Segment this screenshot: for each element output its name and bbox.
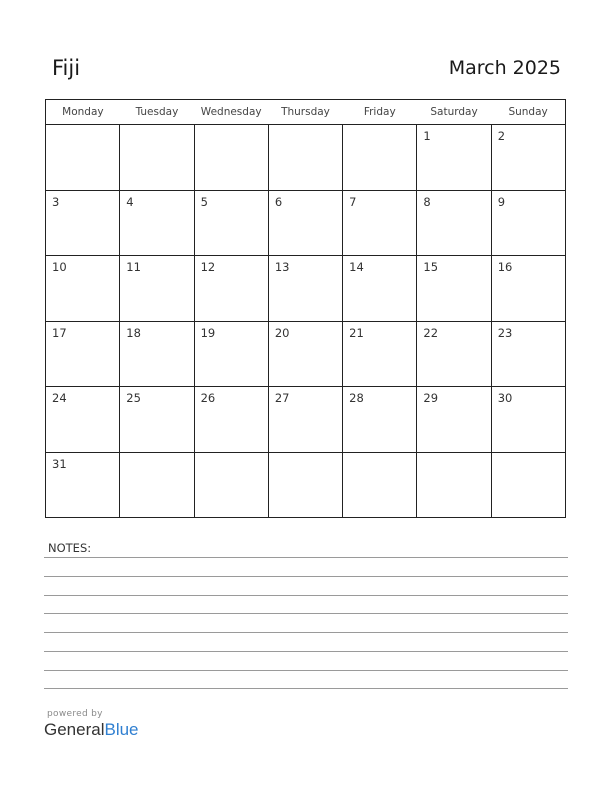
country-title: Fiji — [52, 56, 81, 80]
day-cell — [194, 125, 268, 191]
day-cell — [120, 125, 194, 191]
day-cell: 13 — [268, 256, 342, 322]
day-cell — [268, 125, 342, 191]
day-cell: 20 — [268, 321, 342, 387]
week-row — [46, 321, 566, 387]
note-line — [44, 651, 568, 652]
day-cell: 3 — [46, 190, 120, 256]
week-row — [46, 256, 566, 322]
day-cell — [120, 452, 194, 518]
day-cell: 9 — [491, 190, 565, 256]
day-cell — [343, 125, 417, 191]
day-cell: 19 — [194, 321, 268, 387]
note-line — [44, 670, 568, 671]
day-cell: 15 — [417, 256, 491, 322]
day-cell: 2 — [491, 125, 565, 191]
note-line — [44, 632, 568, 633]
weekday-saturday: Saturday — [417, 100, 491, 125]
day-cell: 29 — [417, 387, 491, 453]
day-cell: 8 — [417, 190, 491, 256]
brand-name-blue: Blue — [104, 720, 139, 739]
brand-logo[interactable] — [44, 720, 139, 740]
weekday-tuesday: Tuesday — [120, 100, 194, 125]
day-cell: 12 — [194, 256, 268, 322]
day-cell — [268, 452, 342, 518]
day-cell — [343, 452, 417, 518]
day-cell — [417, 452, 491, 518]
day-cell: 16 — [491, 256, 565, 322]
day-cell: 14 — [343, 256, 417, 322]
day-cell: 31 — [46, 452, 120, 518]
note-line — [44, 613, 568, 614]
day-cell: 22 — [417, 321, 491, 387]
day-cell: 30 — [491, 387, 565, 453]
day-cell: 27 — [268, 387, 342, 453]
day-cell — [46, 125, 120, 191]
note-line — [44, 576, 568, 577]
day-cell: 23 — [491, 321, 565, 387]
notes-label: NOTES: — [48, 541, 92, 555]
weekday-wednesday: Wednesday — [194, 100, 268, 125]
week-row — [46, 387, 566, 453]
week-row — [46, 452, 566, 518]
day-cell: 24 — [46, 387, 120, 453]
note-line — [44, 557, 568, 558]
day-cell: 28 — [343, 387, 417, 453]
week-row — [46, 125, 566, 191]
day-cell: 6 — [268, 190, 342, 256]
day-cell: 7 — [343, 190, 417, 256]
powered-by-text: powered by — [47, 709, 103, 719]
day-cell: 21 — [343, 321, 417, 387]
day-cell: 5 — [194, 190, 268, 256]
day-cell — [491, 452, 565, 518]
calendar-grid — [45, 99, 566, 518]
week-row — [46, 190, 566, 256]
day-cell: 18 — [120, 321, 194, 387]
day-cell: 4 — [120, 190, 194, 256]
weekday-thursday: Thursday — [268, 100, 342, 125]
month-title: March 2025 — [448, 57, 561, 79]
note-line — [44, 688, 568, 689]
day-cell: 10 — [46, 256, 120, 322]
weekday-friday: Friday — [343, 100, 417, 125]
day-cell: 25 — [120, 387, 194, 453]
day-cell: 17 — [46, 321, 120, 387]
brand-name-general: General — [44, 720, 105, 739]
weekday-header-row — [46, 100, 566, 125]
note-line — [44, 595, 568, 596]
day-cell: 26 — [194, 387, 268, 453]
weekday-monday: Monday — [46, 100, 120, 125]
weekday-sunday: Sunday — [491, 100, 565, 125]
day-cell — [194, 452, 268, 518]
day-cell: 1 — [417, 125, 491, 191]
day-cell: 11 — [120, 256, 194, 322]
